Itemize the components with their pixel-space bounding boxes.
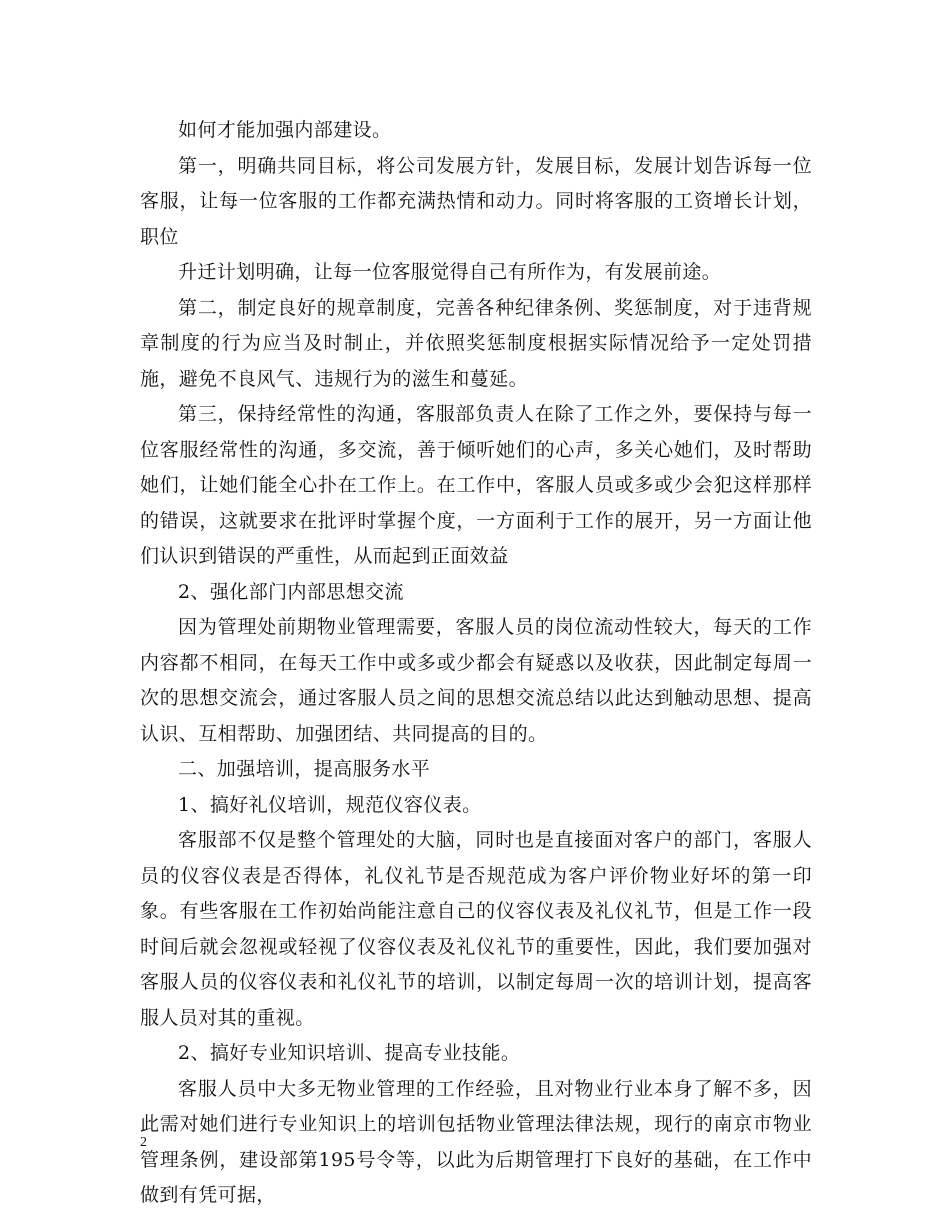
paragraph-2: 第一，明确共同目标，将公司发展方针，发展目标，发展计划告诉每一位客服，让每一位客服的工作都充满热情和动力。同时将客服的工资增长计划，职位 — [140, 154, 812, 248]
paragraph-12: 客服人员中大多无物业管理的工作经验，且对物业行业本身了解不多，因此需对她们进行专业知识上的培训包括物业管理法律法规，现行的南京市物业管理条例，建设部第195号令等，以此为后期管理打下良好的基础，在工作中做到有凭可据， — [140, 1077, 812, 1206]
paragraph-3: 升迁计划明确，让每一位客服觉得自己有所作为，有发展前途。 — [178, 261, 722, 283]
section-heading-2: 2、强化部门内部思想交流 — [178, 580, 404, 603]
paragraph-4: 第二，制定良好的规章制度，完善各种纪律条例、奖惩制度，对于违背规章制度的行为应当及时制止，并依照奖惩制度根据实际情况给予一定处罚措施，避免不良风气、违规行为的滋生和蔓延。 — [140, 296, 812, 390]
paragraph-1: 如何才能加强内部建设。 — [178, 119, 392, 141]
paragraph-5: 第三，保持经常性的沟通，客服部负责人在除了工作之外，要保持与每一位客服经常性的沟通，多交流，善于倾听她们的心声，多关心她们，及时帮助她们，让她们能全心扑在工作上。在工作中，客服人员或多或少会犯这样那样的错误，这就要求在批评时掌握个度，一方面利于工作的展开，另一方面让他们认识到错误的严重性，从而起到正面效益 — [140, 403, 812, 567]
paragraph-7: 因为管理处前期物业管理需要，客服人员的岗位流动性较大，每天的工作内容都不相同，在每天工作中或多或少都会有疑惑以及收获，因此制定每周一次的思想交流会，通过客服人员之间的思想交流总结以此达到触动思想、提高认识、互相帮助、加强团结、共同提高的目的。 — [140, 616, 812, 745]
document-body — [140, 113, 812, 1214]
section-heading-training: 二、加强培训，提高服务水平 — [178, 758, 431, 780]
subsection-heading-1: 1、搞好礼仪培训，规范仪容仪表。 — [178, 793, 482, 816]
page-number: 2 — [140, 1135, 147, 1150]
paragraph-10: 客服部不仅是整个管理处的大脑，同时也是直接面对客户的部门，客服人员的仪容仪表是否得体，礼仪礼节是否规范成为客户评价物业好坏的第一印象。有些客服在工作初始尚能注意自己的仪容仪表及礼仪礼节，但是工作一段时间后就会忽视或轻视了仪容仪表及礼仪礼节的重要性，因此，我们要加强对客服人员的仪容仪表和礼仪礼节的培训，以制定每周一次的培训计划，提高客服人员对其的重视。 — [140, 829, 812, 1029]
subsection-heading-2: 2、搞好专业知识培训、提高专业技能。 — [178, 1042, 521, 1064]
